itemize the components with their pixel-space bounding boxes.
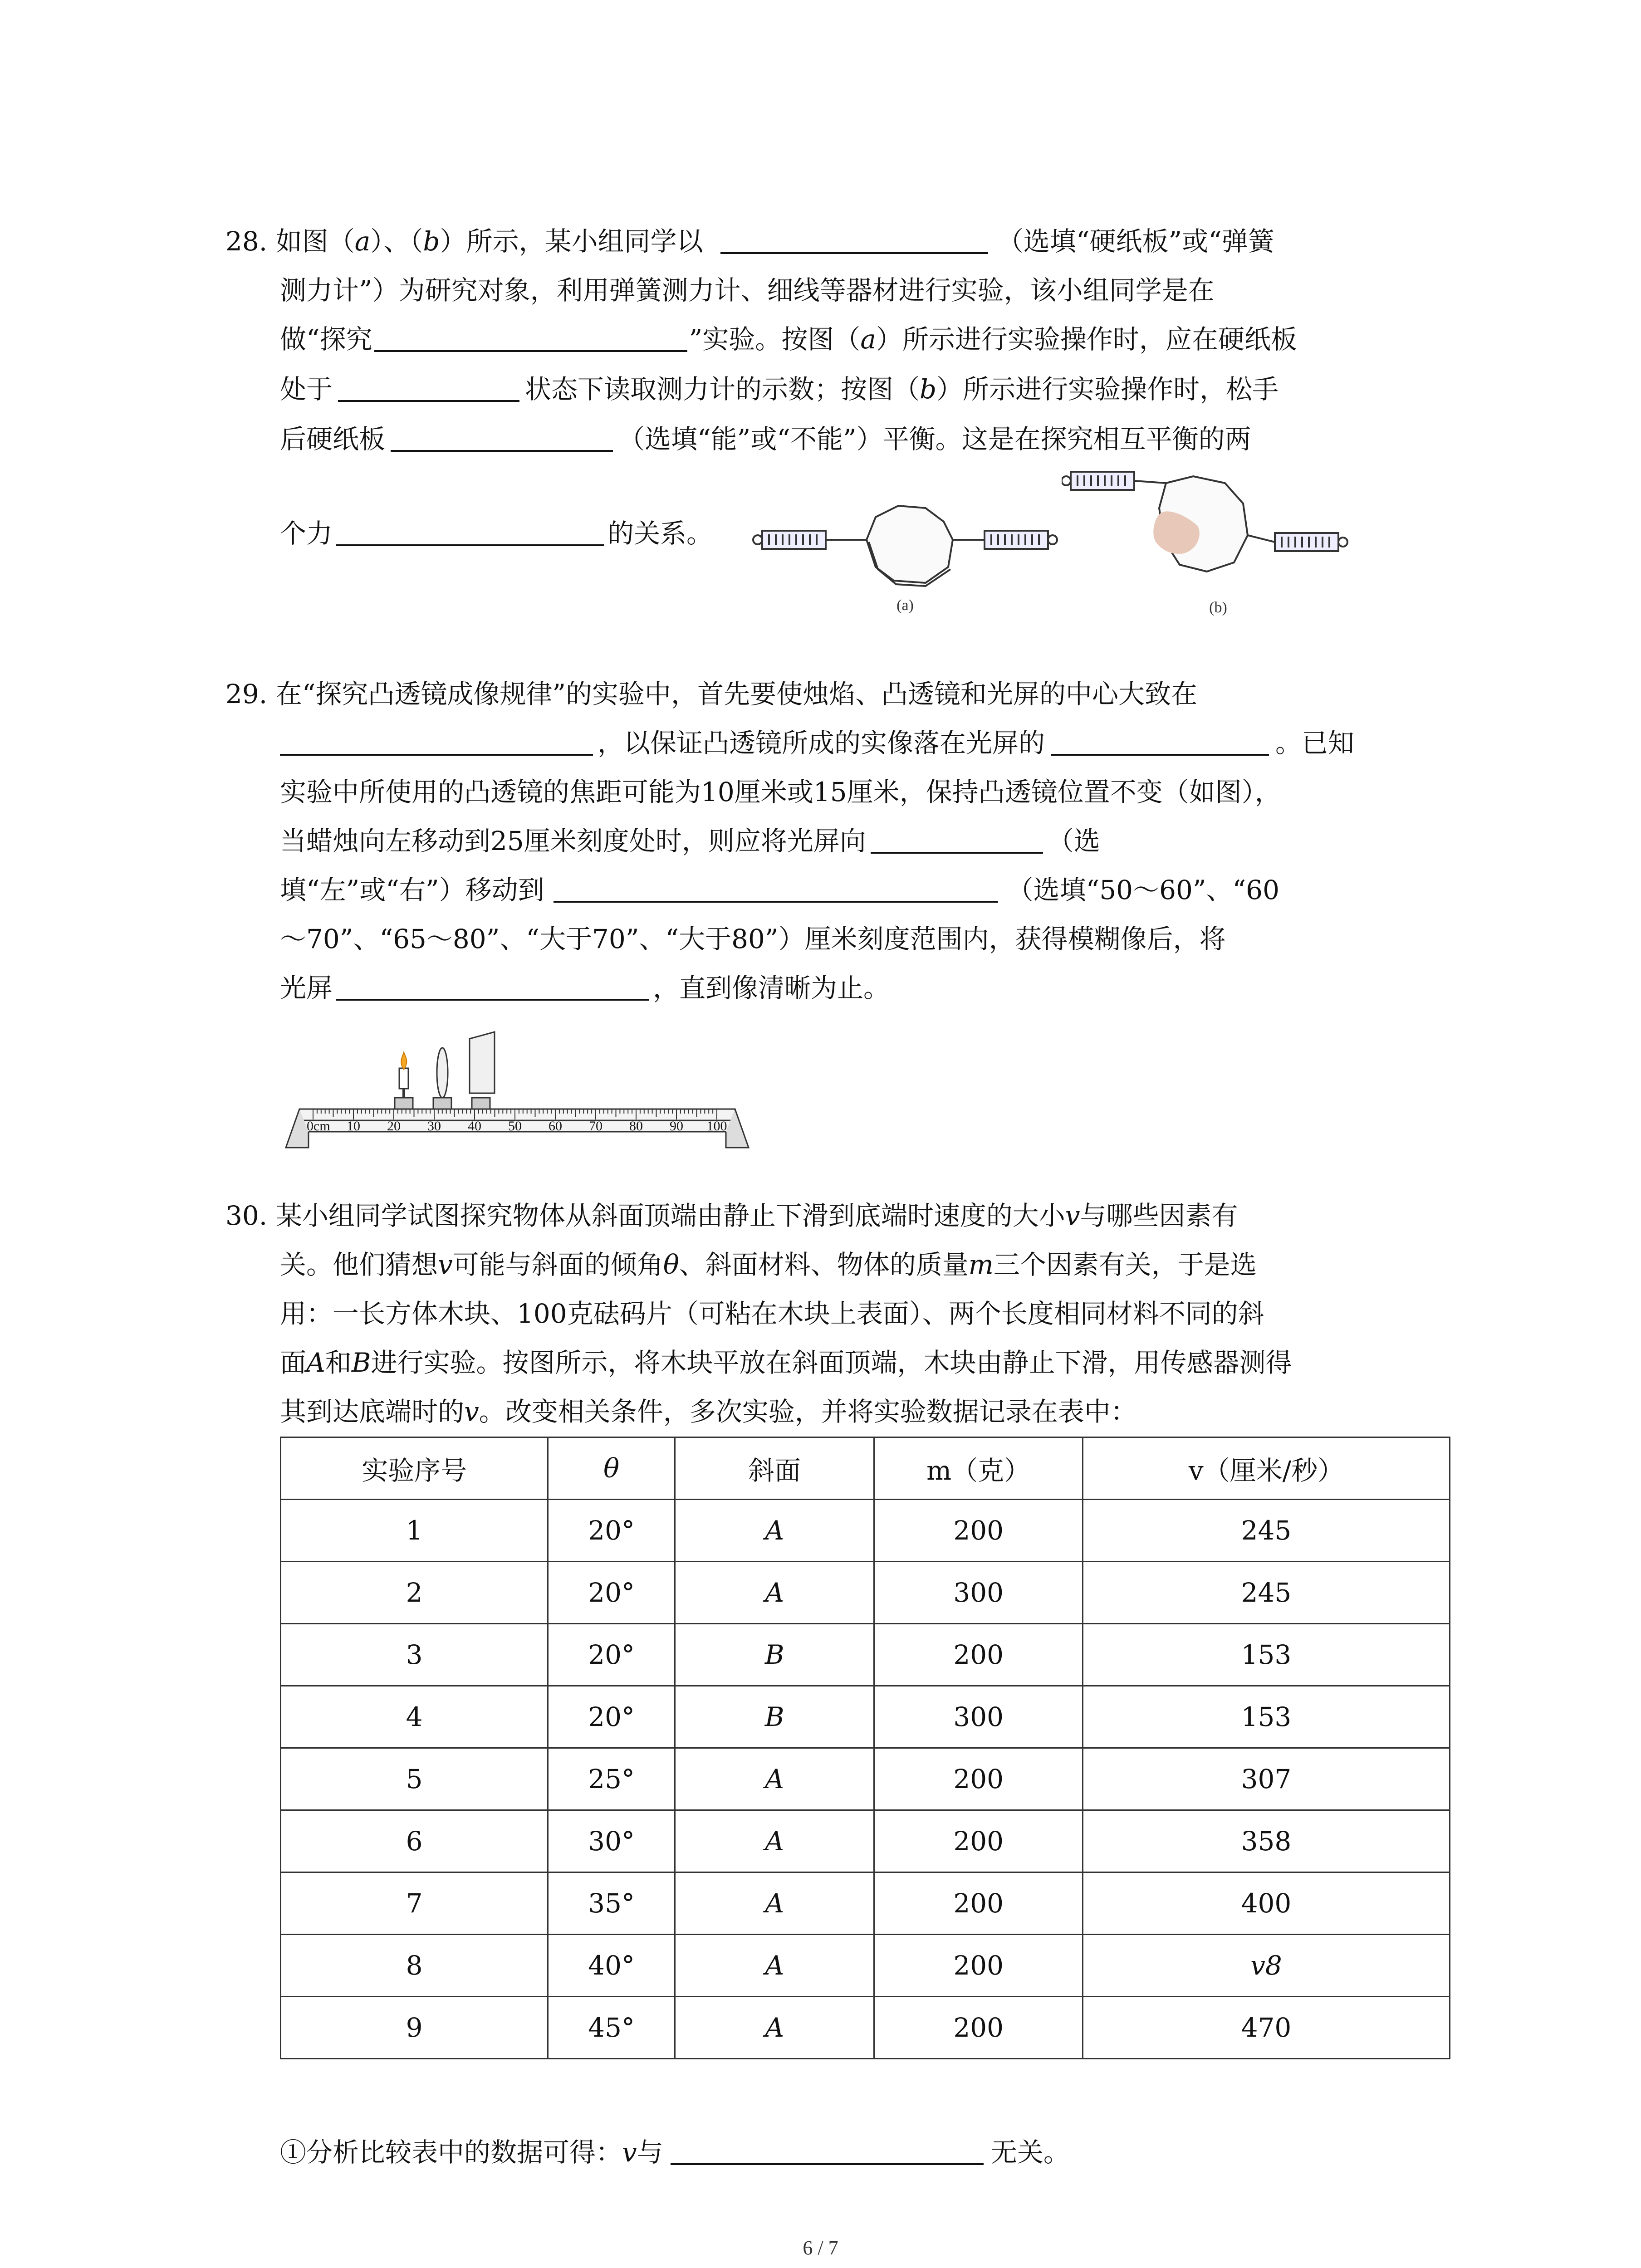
figure-b-cardboard-released [1062,458,1370,621]
q29-line-7: 光屏 ，直到像清晰为止。 [280,973,890,1003]
experiment-data-table [280,1437,1450,2059]
q29-line-1: 29. 在“探究凸透镜成像规律”的实验中，首先要使烛焰、凸透镜和光屏的中心大致在 [225,679,1197,709]
figure-b-label: (b) [1209,599,1227,616]
q30-line-3: 用：一长方体木块、100克砝码片（可粘在木块上表面）、两个长度相同材料不同的斜 [280,1298,1264,1329]
ruler-label: 60 [549,1119,562,1134]
q30-number: 30. [225,1200,268,1231]
table-cell: 200 [874,1935,1083,1997]
table-cell: v8 [1083,1935,1450,1997]
q28-line-2: 测力计”）为研究对象，利用弹簧测力计、细线等器材进行实验，该小组同学是在 [280,275,1215,306]
q28-line-1: 28. 如图（a）、（b）所示，某小组同学以 （选填“硬纸板”或“弹簧 [225,226,1274,257]
table-cell: 35° [548,1872,675,1935]
ruler-label: 100 [706,1119,727,1134]
figure-a-cardboard-spring-scales [744,490,1071,617]
q29-blank-5[interactable] [336,972,649,1001]
q29-line-4: 当蜡烛向左移动到25厘米刻度处时，则应将光屏向 （选 [280,826,1100,856]
header-velocity: v（厘米/秒） [1083,1437,1450,1500]
table-cell: 200 [874,1872,1083,1935]
ruler-label: 80 [629,1119,643,1134]
header-incline: 斜面 [675,1437,874,1500]
q30-line-4: 面A和B进行实验。按图所示，将木块平放在斜面顶端，木块由静止下滑，用传感器测得 [280,1347,1292,1378]
table-cell: 6 [281,1810,548,1872]
q29-line-3: 实验中所使用的凸透镜的焦距可能为10厘米或15厘米，保持凸透镜位置不变（如图）， [280,777,1281,807]
q28-blank-2[interactable] [374,323,687,352]
table-cell: 153 [1083,1686,1450,1748]
table-cell: 358 [1083,1810,1450,1872]
table-row [281,1935,1450,1997]
table-row [281,1997,1450,2059]
ruler-label: 50 [508,1119,522,1134]
ruler-label: 20 [387,1119,401,1134]
table-cell: 200 [874,1810,1083,1872]
ruler-label: 30 [427,1119,441,1134]
table-cell: 25° [548,1748,675,1810]
q28-blank-4[interactable] [391,423,613,452]
q29-number: 29. [225,679,268,709]
table-cell: 400 [1083,1872,1450,1935]
table-cell: 4 [281,1686,548,1748]
q30-line-1: 30. 某小组同学试图探究物体从斜面顶端由静止下滑到底端时速度的大小v与哪些因素有 [225,1200,1238,1231]
q29-blank-2[interactable] [1051,727,1269,756]
table-cell: 8 [281,1935,548,1997]
table-cell: 1 [281,1500,548,1562]
q30-line-5: 其到达底端时的v。改变相关条件，多次实验，并将实验数据记录在表中： [280,1396,1137,1427]
table-cell: 20° [548,1624,675,1686]
table-cell: 200 [874,1624,1083,1686]
table-cell: 30° [548,1810,675,1872]
header-theta: θ [548,1437,675,1500]
q28-line-3: 做“探究 ”实验。按图（a）所示进行实验操作时，应在硬纸板 [280,324,1297,355]
table-cell: 200 [874,1997,1083,2059]
table-cell: A [675,1810,874,1872]
table-cell: 470 [1083,1997,1450,2059]
ruler-label: 90 [670,1119,683,1134]
table-cell: 153 [1083,1624,1450,1686]
table-header-row [281,1437,1450,1500]
page-number: 6 / 7 [803,2237,838,2259]
table-cell: 45° [548,1997,675,2059]
q29-blank-1[interactable] [280,727,593,756]
table-cell: 245 [1083,1562,1450,1624]
table-cell: 2 [281,1562,548,1624]
q28-blank-3[interactable] [338,373,519,402]
q29-line-6: ～70”、“65～80”、“大于70”、“大于80”）厘米刻度范围内，获得模糊像后，将 [280,924,1226,954]
q28-line-6: 个力 的关系。 [280,518,713,549]
q30-line-2: 关。他们猜想v可能与斜面的倾角θ、斜面材料、物体的质量m三个因素有关，于是选 [280,1249,1257,1280]
table-row [281,1562,1450,1624]
header-trial-number: 实验序号 [281,1437,548,1500]
q28-line-5: 后硬纸板 （选填“能”或“不能”）平衡。这是在探究相互平衡的两 [280,424,1251,455]
q30-sub-question-1: ①分析比较表中的数据可得：v与 无关。 [280,2137,1070,2168]
table-cell: 245 [1083,1500,1450,1562]
table-cell: B [675,1686,874,1748]
table-cell: A [675,1500,874,1562]
table-cell: 300 [874,1686,1083,1748]
table-cell: 40° [548,1935,675,1997]
table-cell: 200 [874,1500,1083,1562]
q28-line-4: 处于 状态下读取测力计的示数；按图（b）所示进行实验操作时，松手 [280,374,1279,405]
q28-number: 28. [225,226,268,257]
ruler-label: 40 [468,1119,481,1134]
q28-blank-5[interactable] [336,517,604,546]
q29-blank-4[interactable] [554,874,998,903]
ruler-label: 70 [589,1119,603,1134]
table-row [281,1686,1450,1748]
table-cell: 20° [548,1500,675,1562]
table-cell: 20° [548,1562,675,1624]
q28-blank-1[interactable] [720,225,988,254]
table-cell: A [675,1997,874,2059]
table-cell: A [675,1935,874,1997]
table-cell: A [675,1872,874,1935]
q29-blank-3[interactable] [871,825,1043,854]
table-row [281,1748,1450,1810]
table-cell: 9 [281,1997,548,2059]
table-row [281,1624,1450,1686]
table-cell: 3 [281,1624,548,1686]
table-row [281,1872,1450,1935]
table-cell: 300 [874,1562,1083,1624]
table-cell: 7 [281,1872,548,1935]
table-cell: 307 [1083,1748,1450,1810]
ruler-label: 0cm [307,1119,330,1134]
header-mass: m（克） [874,1437,1083,1500]
table-cell: 5 [281,1748,548,1810]
table-cell: B [675,1624,874,1686]
table-cell: 20° [548,1686,675,1748]
table-cell: A [675,1748,874,1810]
figure-a-label: (a) [896,597,914,614]
table-cell: 200 [874,1748,1083,1810]
q29-line-5: 填“左”或“右”）移动到 （选填“50～60”、“60 [280,875,1279,905]
flame-icon [401,1052,407,1070]
table-cell: A [675,1562,874,1624]
table-row [281,1810,1450,1872]
q30-blank-1[interactable] [671,2136,984,2165]
ruler-label: 10 [347,1119,360,1134]
q29-line-2: ，以保证凸透镜所成的实像落在光屏的 。已知 [280,725,1354,761]
table-row [281,1500,1450,1562]
optical-bench-figure [281,1016,758,1152]
